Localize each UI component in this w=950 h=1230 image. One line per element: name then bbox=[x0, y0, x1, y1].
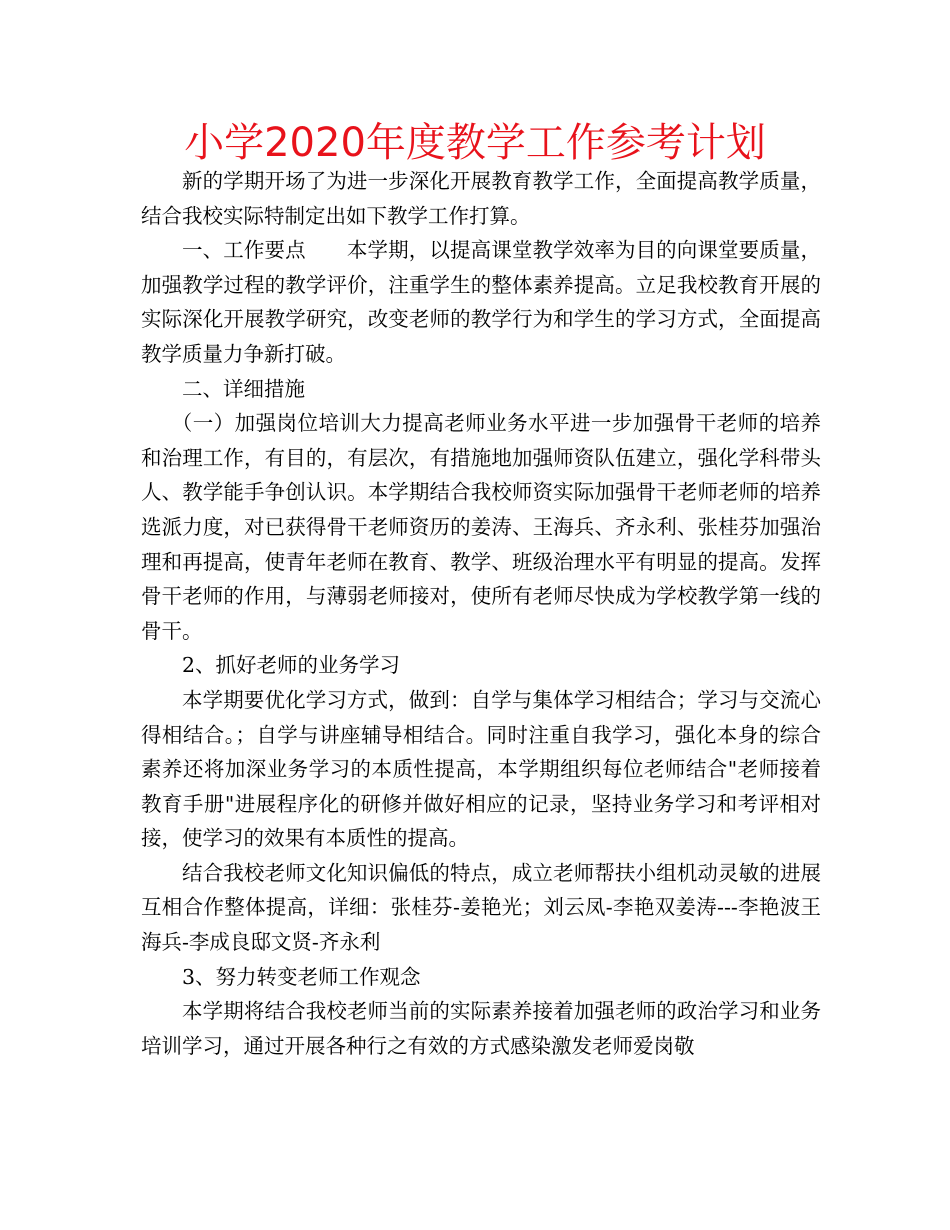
paragraph-change-concepts: 本学期将结合我校老师当前的实际素养接着加强老师的政治学习和业务培训学习，通过开展各种行之有效的方式感染激发老师爱岗敬 bbox=[141, 999, 821, 1058]
document-title: 小学2020年度教学工作参考计划 bbox=[184, 120, 766, 166]
heading-business-study: 2、抓好老师的业务学习 bbox=[182, 653, 401, 678]
paragraph-business-study: 本学期要优化学习方式，做到：自学与集体学习相结合；学习与交流心得相结合。；自学与讲座辅导相结合。同时注重自我学习，强化本身的综合素养还将加深业务学习的本质性提高，本学期组织每位老师结合"老师接着教育手册"进展程序化的研修并做好相应的记录，坚持业务学习和考评相对接，使学习的效果有本质性的提高。 bbox=[141, 687, 821, 851]
heading-change-concepts: 3、努力转变老师工作观念 bbox=[182, 964, 421, 989]
paragraph-training: （一）加强岗位培训大力提高老师业务水平进一步加强骨干老师的培养和治理工作，有目的，有层次，有措施地加强师资队伍建立，强化学科带头人、教学能手争创认识。本学期结合我校师资实际加强骨干老师老师的培养选派力度，对已获得骨干老师资历的姜涛、王海兵、齐永利、张桂芬加强治理和再提高，使青年老师在教育、教学、班级治理水平有明显的提高。发挥骨干老师的作用，与薄弱老师接对，使所有老师尽快成为学校教学第一线的骨干。 bbox=[141, 411, 821, 643]
paragraph-mentoring: 结合我校老师文化知识偏低的特点，成立老师帮扶小组机动灵敏的进展互相合作整体提高，详细：张桂芬-姜艳光；刘云凤-李艳双姜涛---李艳波王海兵-李成良邸文贤-齐永利 bbox=[141, 860, 821, 955]
paragraph-work-points: 一、工作要点 本学期，以提高课堂教学效率为目的向课堂要质量，加强教学过程的教学评价，注重学生的整体素养提高。立足我校教育开展的实际深化开展教学研究，改变老师的教学行为和学生的学习方式，全面提高教学质量力争新打破。 bbox=[141, 238, 821, 366]
paragraph-intro: 新的学期开场了为进一步深化开展教育教学工作，全面提高教学质量，结合我校实际特制定出如下教学工作打算。 bbox=[141, 169, 821, 228]
document-body bbox=[141, 164, 821, 1063]
heading-measures: 二、详细措施 bbox=[182, 376, 305, 401]
